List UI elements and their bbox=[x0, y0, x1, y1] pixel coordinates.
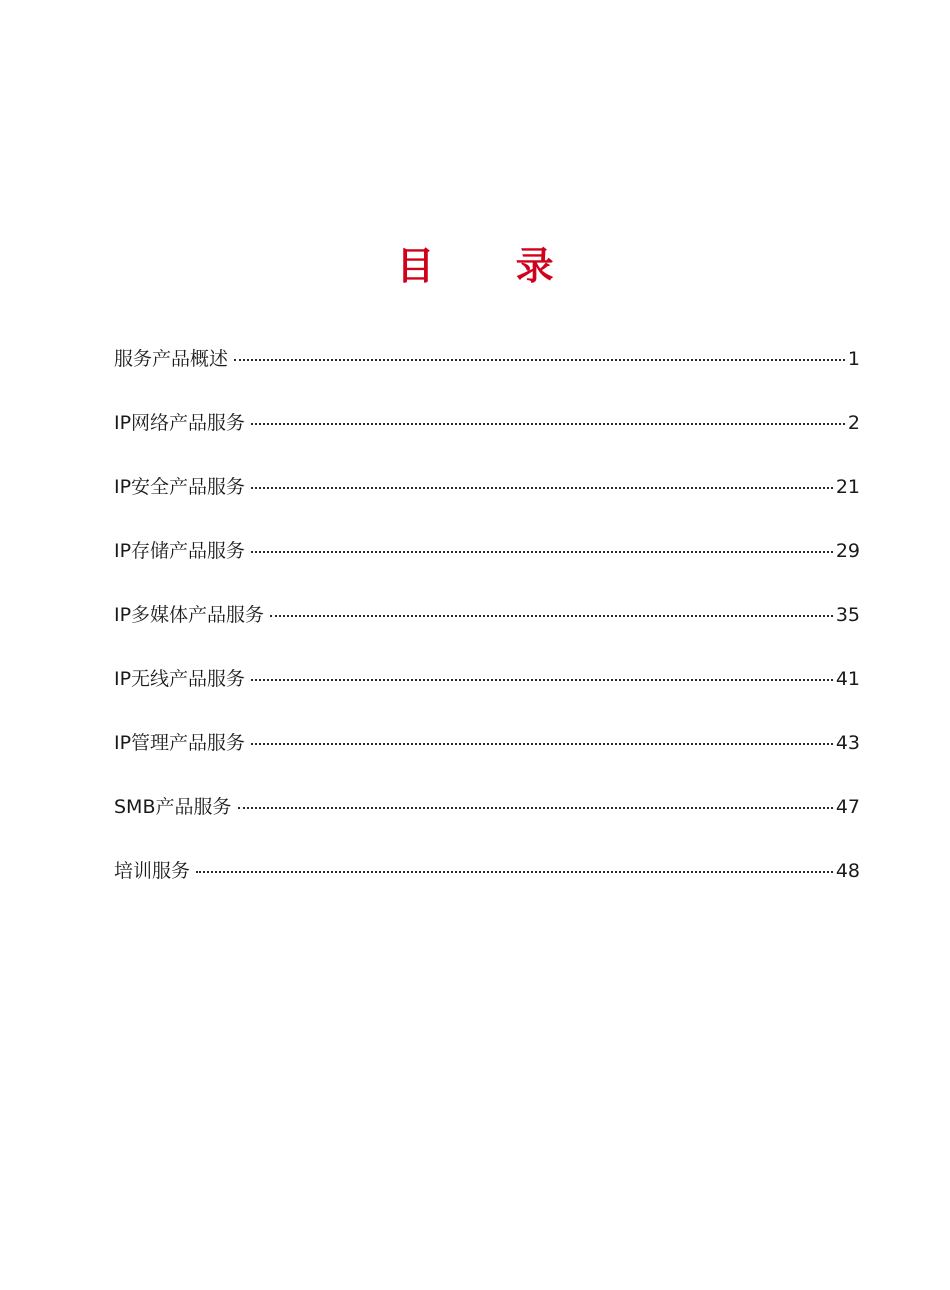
toc-entry-label: SMB产品服务 bbox=[114, 796, 232, 818]
toc-entry-label: 服务产品概述 bbox=[114, 348, 229, 370]
toc-page-number: 43 bbox=[835, 732, 860, 754]
toc-dot-leader bbox=[270, 615, 833, 617]
toc-entry-ip-network[interactable] bbox=[114, 404, 860, 468]
toc-dot-leader bbox=[251, 551, 833, 553]
toc-entry-ip-security[interactable] bbox=[114, 468, 860, 532]
toc-page-number: 2 bbox=[847, 412, 860, 434]
toc-entry-label: 培训服务 bbox=[114, 860, 191, 882]
toc-page-number: 21 bbox=[835, 476, 860, 498]
toc-dot-leader bbox=[251, 743, 833, 745]
page-title: 目 录 bbox=[396, 244, 588, 288]
toc-entry-smb[interactable] bbox=[114, 788, 860, 852]
toc-dot-leader bbox=[251, 423, 845, 425]
toc-page-number: 48 bbox=[835, 860, 860, 882]
toc-dot-leader bbox=[234, 359, 845, 361]
toc-entry-label: IP多媒体产品服务 bbox=[114, 604, 265, 626]
toc-entry-ip-management[interactable] bbox=[114, 724, 860, 788]
toc-entry-training[interactable] bbox=[114, 852, 860, 916]
toc-entry-label: IP安全产品服务 bbox=[114, 476, 246, 498]
toc-dot-leader bbox=[238, 807, 833, 809]
toc-entry-ip-storage[interactable] bbox=[114, 532, 860, 596]
toc-entry-label: IP网络产品服务 bbox=[114, 412, 246, 434]
toc-entry-overview[interactable] bbox=[114, 340, 860, 404]
toc-page-number: 29 bbox=[835, 540, 860, 562]
toc-dot-leader bbox=[196, 871, 833, 873]
toc-entry-ip-wireless[interactable] bbox=[114, 660, 860, 724]
toc-entry-label: IP管理产品服务 bbox=[114, 732, 246, 754]
toc-dot-leader bbox=[251, 487, 833, 489]
toc-page-number: 41 bbox=[835, 668, 860, 690]
toc-page-number: 47 bbox=[835, 796, 860, 818]
toc-entry-ip-multimedia[interactable] bbox=[114, 596, 860, 660]
toc-entry-label: IP存储产品服务 bbox=[114, 540, 246, 562]
toc-entry-label: IP无线产品服务 bbox=[114, 668, 246, 690]
toc-page-number: 1 bbox=[847, 348, 860, 370]
toc-dot-leader bbox=[251, 679, 833, 681]
table-of-contents bbox=[114, 340, 860, 916]
toc-page-number: 35 bbox=[835, 604, 860, 626]
